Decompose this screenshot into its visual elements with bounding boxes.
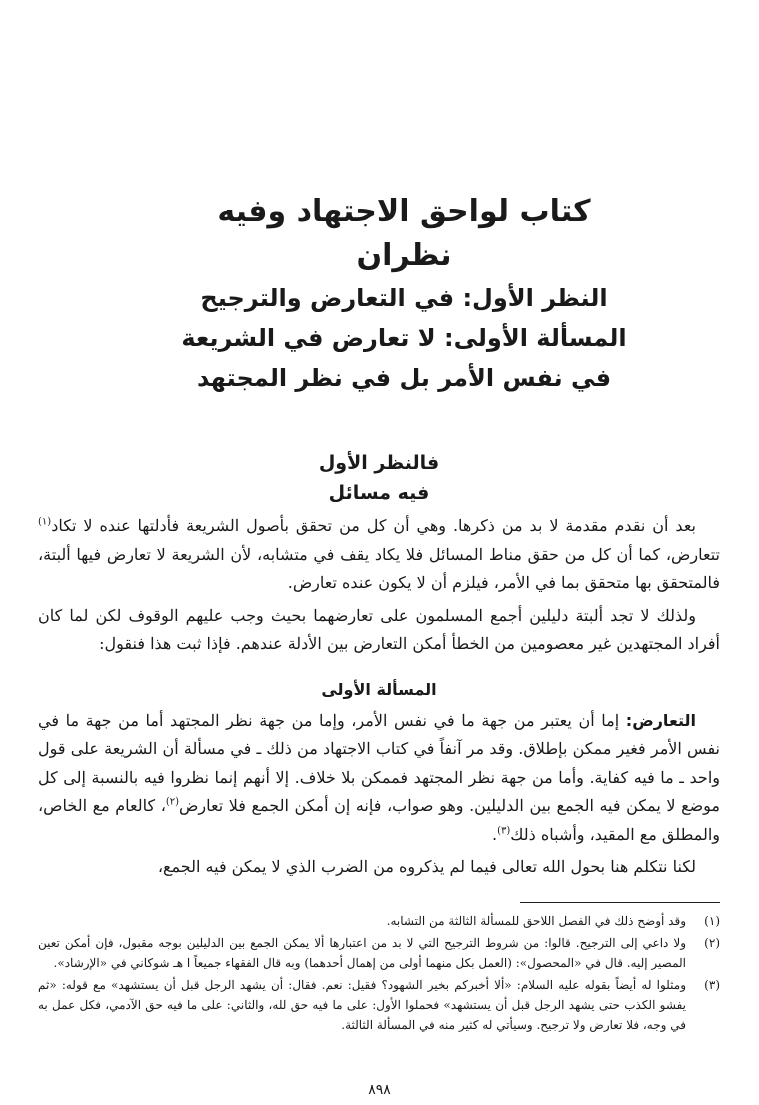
footnote	[38, 911, 720, 931]
footnotes	[38, 911, 720, 1035]
issue-term: التعارض:	[625, 710, 696, 730]
footnote-ref-3: (٣)	[497, 825, 511, 837]
footnote-number: (١)	[704, 913, 720, 928]
footnote-ref-1: (١)	[38, 516, 52, 528]
footnote-number: (٣)	[704, 977, 720, 992]
footnote	[38, 975, 720, 1035]
page-number: ٨٩٨	[368, 1082, 391, 1098]
footnote-text: ومثلوا له أيضاً بقوله عليه السلام: «ألا أخبركم بخير الشهود؟ فقيل: نعم. فقال: أن يشهد الرجل قبل أن يستشهد» مع قوله: «ثم يفشو الكذب حتى يشهد الرجل قبل أن يستشهد» فحملوا الأول: على ما فيه حق لله، والثاني: على ما فيه حق الآدمي، فكل عمل به في وجه، فلا تعارض ولا ترجيح. وسيأتي له كثير منه في المسألة الثالثة.	[38, 977, 686, 1032]
footnote-number: (٢)	[704, 935, 720, 950]
intro-text-part2: تتعارض، كما أن كل من حقق مناط المسائل فلا يكاد يقف في متشابه، لأن الشريعة لا تعارض فيها ألبتة، فالمتحقق بها متحقق بما في الأمر، فيلزم أن لا يكون عنده تعارض.	[38, 544, 720, 592]
intro-paragraph-2: ولذلك لا تجد ألبتة دليلين أجمع المسلمون على تعارضهما بحيث وجب عليهم الوقوف لكن لما كان أفراد المجتهدين غير معصومين من الخطأ أمكن التعارض بين الأدلة عندهم. فإذا ثبت هذا فنقول:	[38, 605, 720, 653]
issue-heading: المسألة الأولى	[321, 679, 437, 699]
issue-text-part3: .	[492, 824, 498, 844]
issue-text-part1: إما أن يعتبر من جهة ما في نفس الأمر، وإما من جهة نظر المجتهد أما من جهة ما في نفس الأمر فغير ممكن بإطلاق. وقد مر آنفاً في كتاب الاجتهاد من ذلك ـ في مسألة أن الشريعة على قول واحد ـ ما فيه كفاية. وأما من جهة نظر المجتهد فممكن بلا خلاف. إلا أنهم إنما نظروا فيه بالنسبة إلى كل موضع لا يمكن فيه الجمع بين الدليلين. وهو صواب، فإنه إن أمكن الجمع فلا تعارض	[38, 710, 721, 815]
intro-paragraph	[38, 512, 720, 598]
footnote-divider	[520, 902, 720, 903]
page-body	[38, 190, 720, 1037]
section-heading: فالنظر الأول	[318, 452, 440, 474]
footnote-ref-2: (٢)	[165, 796, 180, 808]
section-subheading: فيه مسائل	[328, 482, 430, 504]
footnote	[38, 933, 720, 973]
title-block	[178, 190, 630, 398]
footnote-text: ولا داعي إلى الترجيح. قالوا: من شروط الترجيح التي لا بد من اعتبارها ألا يمكن الجمع بين الدليلين بوجه مقبول، فإن أمكن تعين المصير إليه. قال في «المحصول»: (العمل بكل منهما أولى من إهمال أحدهما) وبه قال الفقهاء جميعاً ا هـ شوكاني في «الإرشاد».	[38, 935, 686, 970]
first-view-title: النظر الأول: في التعارض والترجيح	[200, 284, 608, 312]
book-title: كتاب لواحق الاجتهاد وفيه نظران	[217, 194, 591, 273]
issue-text-part2: ، كالعام مع الخاص، والمطلق مع المقيد، وأشباه ذلك	[38, 796, 720, 844]
issue-paragraph	[38, 707, 720, 850]
first-issue-title-line1: المسألة الأولى: لا تعارض في الشريعة	[181, 324, 627, 352]
footnote-text: وقد أوضح ذلك في الفصل اللاحق للمسألة الثالثة من التشابه.	[386, 913, 686, 928]
first-issue-title-line2: في نفس الأمر بل في نظر المجتهد	[196, 364, 612, 392]
section-block	[38, 448, 720, 659]
intro-text-part1: بعد أن نقدم مقدمة لا بد من ذكرها. وهي أن كل من تحقق بأصول الشريعة فأدلتها عنده لا تكاد	[51, 516, 696, 535]
continuation-paragraph: لكنا نتكلم هنا بحول الله تعالى فيما لم يذكروه من الضرب الذي لا يمكن فيه الجمع،	[157, 857, 696, 876]
